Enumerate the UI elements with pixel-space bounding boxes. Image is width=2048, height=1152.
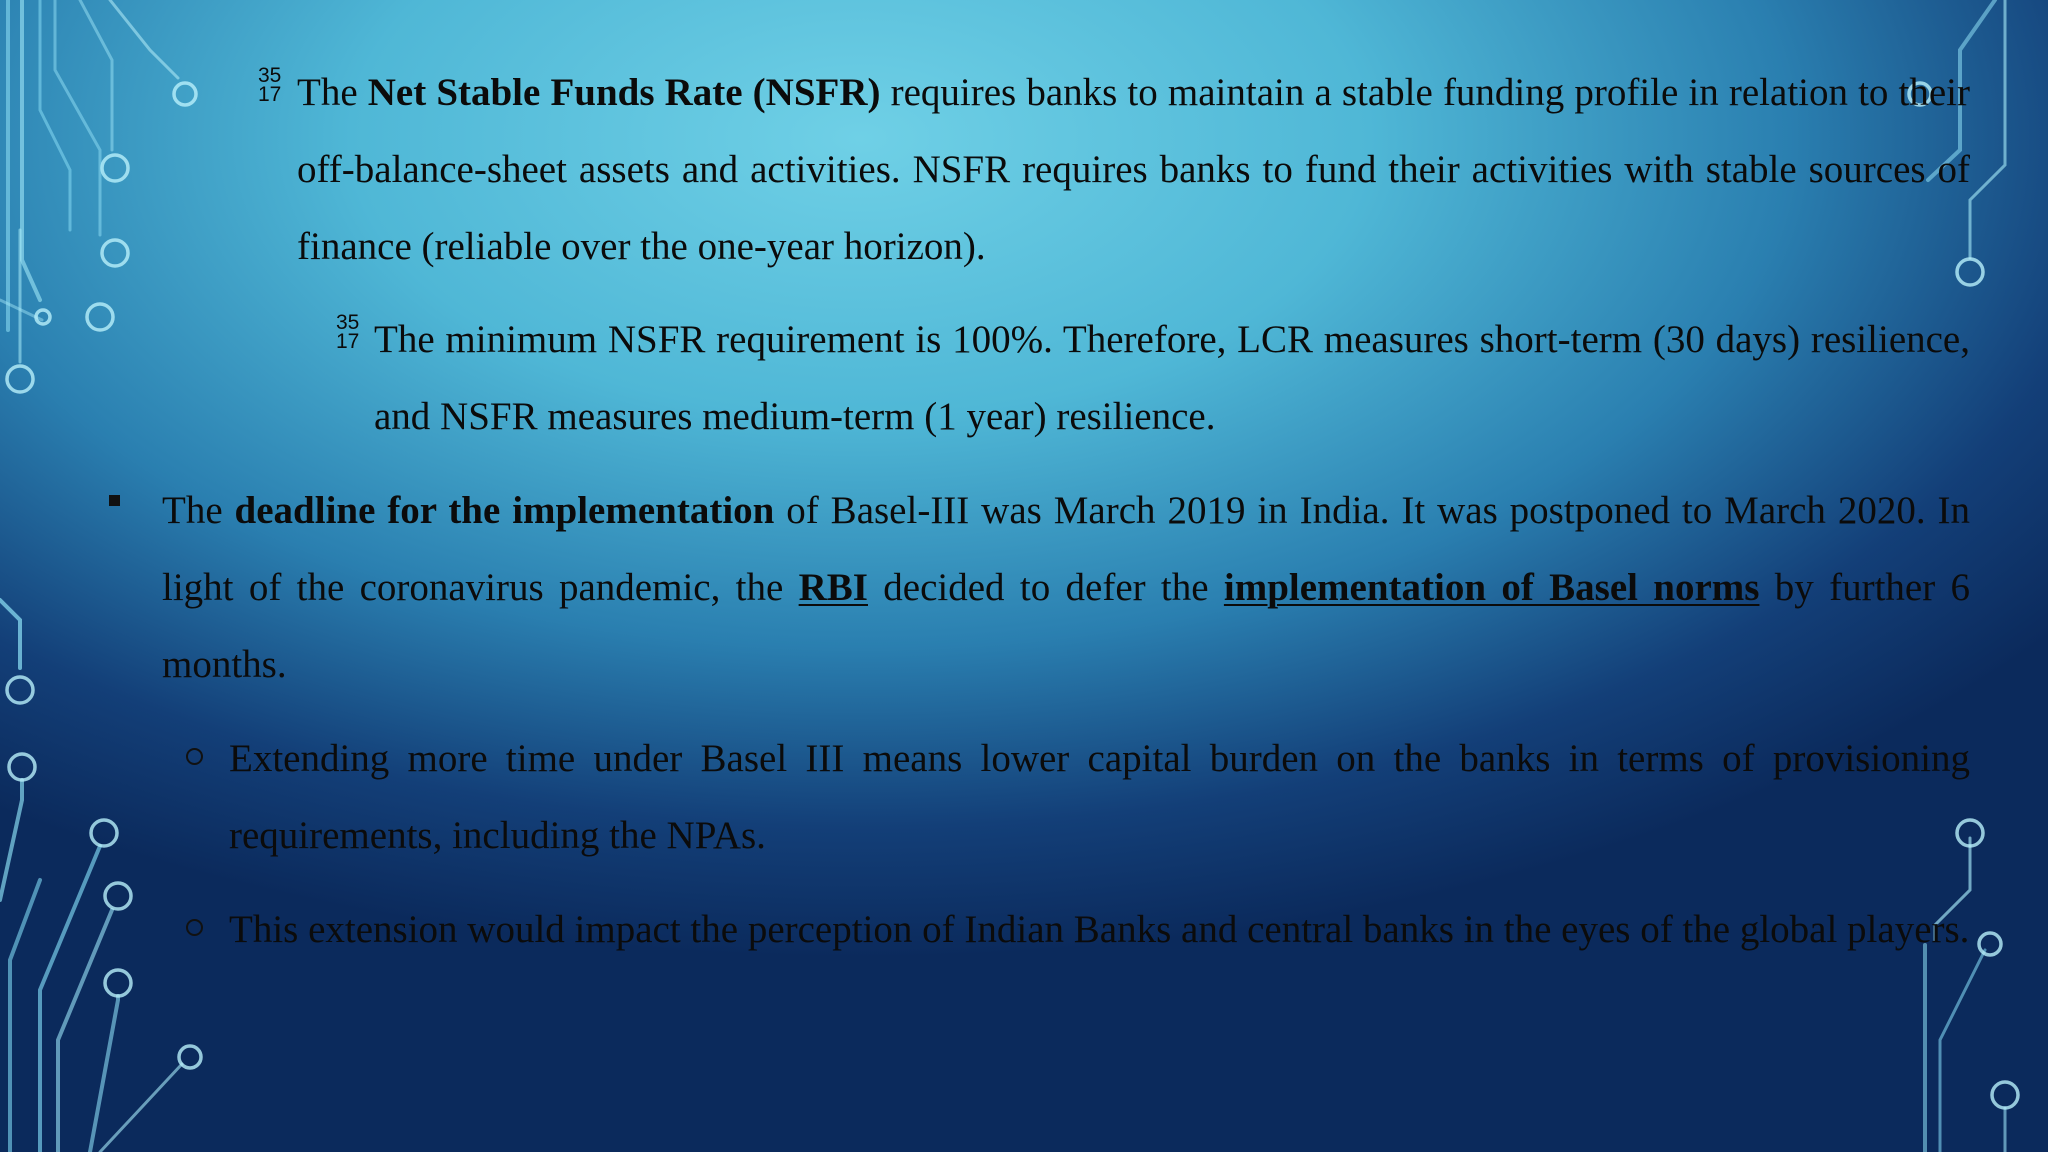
deadline-emphasis: deadline for the implementation xyxy=(234,489,775,532)
basel-norms-link[interactable]: implementation of Basel norms xyxy=(1223,566,1760,609)
circle-bullet xyxy=(186,748,203,765)
circle-bullet xyxy=(186,919,203,936)
sub-bullet-item: This extension would impact the perception of Indian Banks and central banks in the eyes of the global players. xyxy=(229,908,1970,951)
nsfr-term: Net Stable Funds Rate (NSFR) xyxy=(367,71,881,114)
min-requirement-paragraph: The minimum NSFR requirement is 100%. Therefore, LCR measures short-term (30 days) resilience, and NSFR measures medium-term (1 year) resilience. xyxy=(374,318,1970,438)
footnote-marker: 35 17 xyxy=(258,64,282,106)
nsfr-paragraph: The Net Stable Funds Rate (NSFR) requires banks to maintain a stable funding profile in relation to their off-balance-sheet assets and activities. NSFR requires banks to fund their activities with stable sources of finance (reliable over the one-year horizon). xyxy=(297,71,1971,268)
rbi-link[interactable]: RBI xyxy=(798,566,868,609)
sub-bullet-item: Extending more time under Basel III means lower capital burden on the banks in terms of provisioning requirements, including the NPAs. xyxy=(229,737,1970,857)
footnote-marker: 35 17 xyxy=(336,311,360,353)
square-bullet xyxy=(109,495,120,506)
deadline-paragraph: The deadline for the implementation of Basel-III was March 2019 in India. It was postponed to March 2020. In light of the coronavirus pandemic, the RBI decided to defer the implementation of Basel norms by further 6 months. xyxy=(162,489,1971,686)
